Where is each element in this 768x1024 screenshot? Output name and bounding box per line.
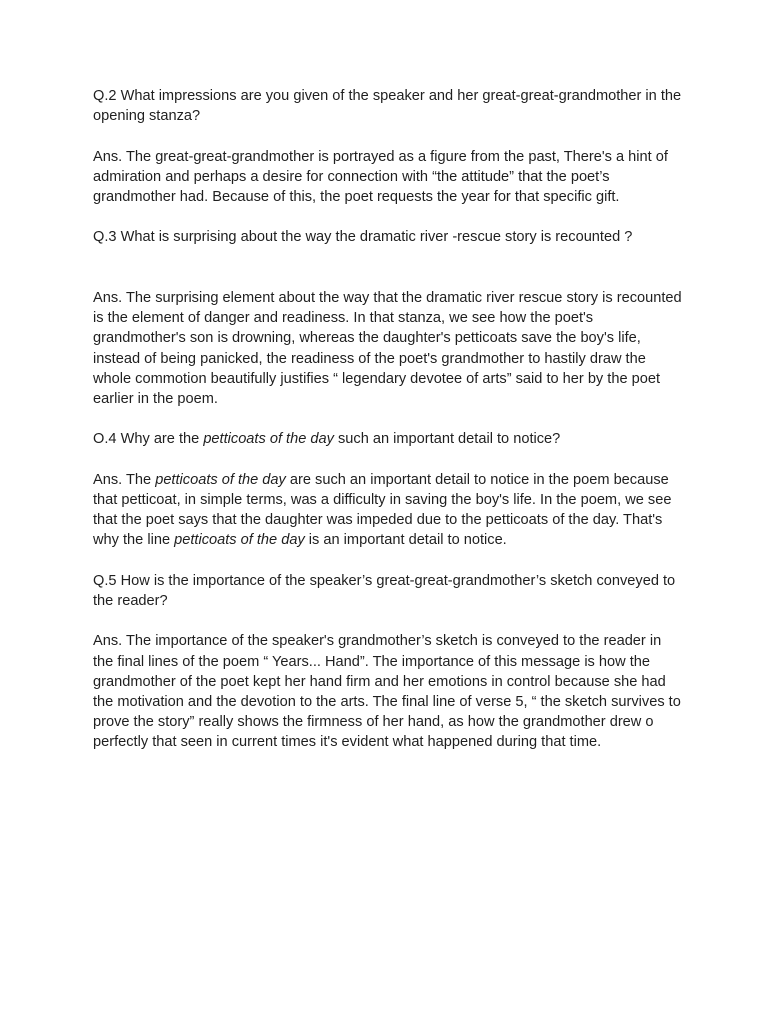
answer-4-text-start: Ans. The (93, 471, 156, 488)
answer-4-italic-phrase: petticoats of the day (155, 471, 286, 488)
answer-3: Ans. The surprising element about the way that the dramatic river rescue story is recounted is the element of danger and readiness. In that stanza, we see how the poet's grandmother's son is drowning, whereas the daughter's petticoats save the boy's life, instead of being panicked, the readiness of the poet's grandmother to hastily draw the whole commotion beautifully justifies “ legendary devotee of arts” said to her by the poet earlier in the poem. (93, 289, 682, 407)
document-page (93, 86, 683, 753)
answer-4 (93, 470, 683, 551)
answer-4-italic-phrase-2: petticoats of the day (174, 532, 305, 549)
question-4-text-end: such an important detail to notice? (333, 431, 561, 448)
question-4 (93, 429, 683, 449)
question-4-italic-phrase: petticoats of the day (203, 431, 334, 448)
question-2: Q.2 What impressions are you given of the speaker and her great-great-grandmother in the opening stanza? (93, 88, 682, 125)
question-5: Q.5 How is the importance of the speaker’s great-great-grandmother’s sketch conveyed to the reader? (93, 572, 676, 609)
answer-4-text-middle: are such an important detail to notice in the poem because that petticoat, in simple terms, was a difficulty in saving the boy's life. In the poem, we see that the poet says that the daughter was impeded due to the petticoats of the day. That's why the line (93, 471, 672, 549)
answer-5: Ans. The importance of the speaker's grandmother’s sketch is conveyed to the reader in the final lines of the poem “ Years... Hand”. The importance of this message is how the grandmother of the poet kept her hand firm and her emotions in control because she had the motivation and the devotion to the arts. The final line of verse 5, “ the sketch survives to prove the story” really shows the firmness of her hand, as how the grandmother drew o perfectly that seen in current times it's evident what happened during that time. (93, 633, 681, 751)
question-3: Q.3 What is surprising about the way the dramatic river -rescue story is recounted ? (93, 229, 633, 246)
question-4-text-start: O.4 Why are the (93, 431, 204, 448)
answer-2: Ans. The great-great-grandmother is portrayed as a figure from the past, There's a hint of admiration and perhaps a desire for connection with “the attitude” that the poet’s grandmother had. Because of this, the poet requests the year for that specific gift. (93, 148, 668, 205)
answer-4-text-end: is an important detail to notice. (304, 532, 507, 549)
